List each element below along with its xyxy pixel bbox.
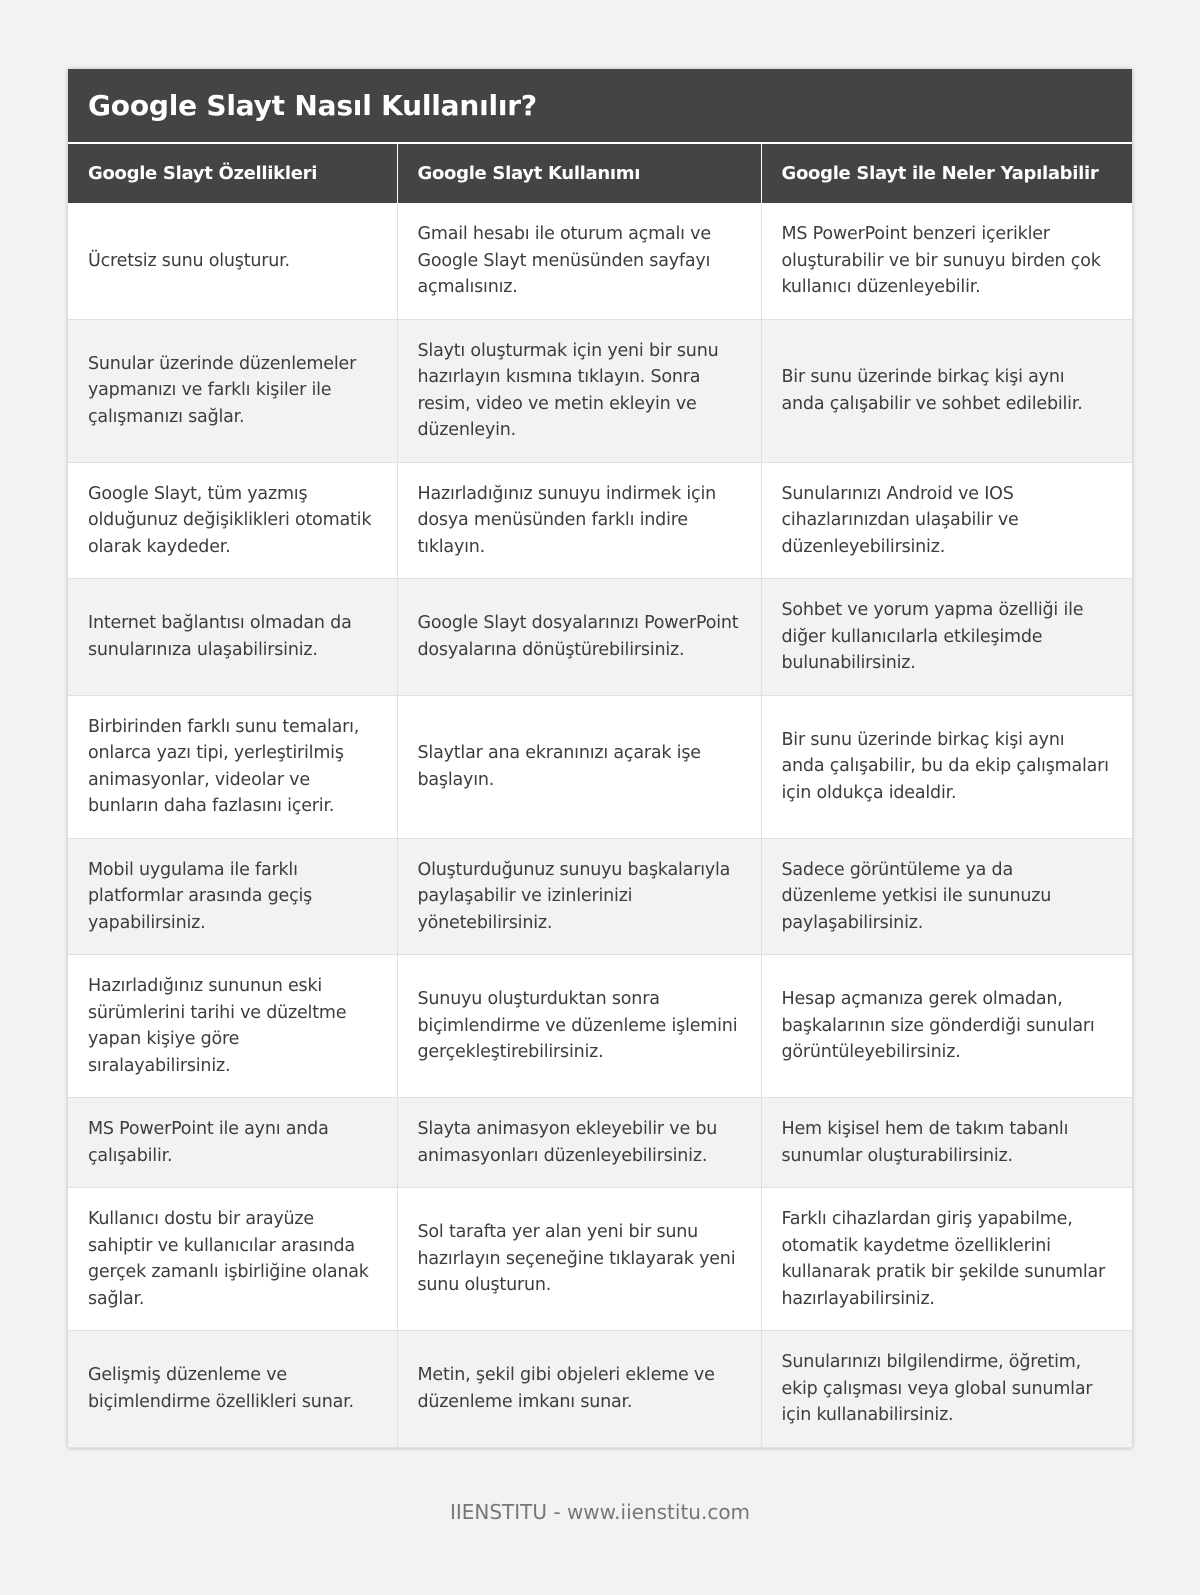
table-cell: Sohbet ve yorum yapma özelliği ile diğer kullanıcılarla etkileşimde bulunabilirsiniz. [761, 579, 1132, 696]
page-title: Google Slayt Nasıl Kullanılır? [88, 89, 537, 122]
table-cell: Hazırladığınız sununun eski sürümlerini tarihi ve düzeltme yapan kişiye göre sıralayabilirsiniz. [68, 955, 397, 1098]
comparison-table [68, 144, 1132, 1448]
table-cell: Google Slayt, tüm yazmış olduğunuz değişiklikleri otomatik olarak kaydeder. [68, 462, 397, 579]
table-row [68, 838, 1132, 955]
table-cell: Kullanıcı dostu bir arayüze sahiptir ve kullanıcılar arasında gerçek zamanlı işbirliğine olanak sağlar. [68, 1188, 397, 1331]
table-row [68, 695, 1132, 838]
table-row [68, 319, 1132, 462]
table-cell: Farklı cihazlardan giriş yapabilme, otomatik kaydetme özelliklerini kullanarak pratik bir şekilde sunumlar hazırlayabilirsiniz. [761, 1188, 1132, 1331]
table-cell: Metin, şekil gibi objeleri ekleme ve düzenleme imkanı sunar. [397, 1331, 761, 1448]
table-row [68, 1188, 1132, 1331]
table-cell: Mobil uygulama ile farklı platformlar arasında geçiş yapabilirsiniz. [68, 838, 397, 955]
table-cell: Sunularınızı bilgilendirme, öğretim, ekip çalışması veya global sunumlar için kullanabilirsiniz. [761, 1331, 1132, 1448]
table-header-row [68, 144, 1132, 203]
table-cell: Sunuyu oluşturduktan sonra biçimlendirme ve düzenleme işlemini gerçekleştirebilirsiniz. [397, 955, 761, 1098]
column-header-capabilities: Google Slayt ile Neler Yapılabilir [761, 144, 1132, 203]
footer-credit: IIENSTITU - www.iienstitu.com [449, 1500, 751, 1524]
table-cell: Gmail hesabı ile oturum açmalı ve Google Slayt menüsünden sayfayı açmalısınız. [397, 203, 761, 319]
table-cell: Birbirinden farklı sunu temaları, onlarca yazı tipi, yerleştirilmiş animasyonlar, videolar ve bunların daha fazlasını içerir. [68, 695, 397, 838]
table-cell: Hesap açmanıza gerek olmadan, başkalarının size gönderdiği sunuları görüntüleyebilirsiniz. [761, 955, 1132, 1098]
table-cell: Slaytı oluşturmak için yeni bir sunu hazırlayın kısmına tıklayın. Sonra resim, video ve metin ekleyin ve düzenleyin. [397, 319, 761, 462]
info-table-card [68, 69, 1132, 1448]
table-row [68, 1331, 1132, 1448]
title-bar [68, 69, 1132, 144]
table-cell: Oluşturduğunuz sunuyu başkalarıyla paylaşabilir ve izinlerinizi yönetebilirsiniz. [397, 838, 761, 955]
table-cell: Slayta animasyon ekleyebilir ve bu animasyonları düzenleyebilirsiniz. [397, 1098, 761, 1188]
table-cell: Bir sunu üzerinde birkaç kişi aynı anda çalışabilir ve sohbet edilebilir. [761, 319, 1132, 462]
table-cell: Sunular üzerinde düzenlemeler yapmanızı ve farklı kişiler ile çalışmanızı sağlar. [68, 319, 397, 462]
table-cell: MS PowerPoint benzeri içerikler oluşturabilir ve bir sunuyu birden çok kullanıcı düzenleyebilir. [761, 203, 1132, 319]
table-cell: Slaytlar ana ekranınızı açarak işe başlayın. [397, 695, 761, 838]
table-row [68, 1098, 1132, 1188]
table-cell: Sol tarafta yer alan yeni bir sunu hazırlayın seçeneğine tıklayarak yeni sunu oluşturun. [397, 1188, 761, 1331]
table-cell: Gelişmiş düzenleme ve biçimlendirme özellikleri sunar. [68, 1331, 397, 1448]
table-cell: Sunularınızı Android ve IOS cihazlarınızdan ulaşabilir ve düzenleyebilirsiniz. [761, 462, 1132, 579]
table-cell: Hazırladığınız sunuyu indirmek için dosya menüsünden farklı indire tıklayın. [397, 462, 761, 579]
table-cell: Hem kişisel hem de takım tabanlı sunumlar oluşturabilirsiniz. [761, 1098, 1132, 1188]
table-cell: Sadece görüntüleme ya da düzenleme yetkisi ile sununuzu paylaşabilirsiniz. [761, 838, 1132, 955]
column-header-usage: Google Slayt Kullanımı [397, 144, 761, 203]
table-cell: Bir sunu üzerinde birkaç kişi aynı anda çalışabilir, bu da ekip çalışmaları için oldukça idealdir. [761, 695, 1132, 838]
table-row [68, 203, 1132, 319]
table-row [68, 955, 1132, 1098]
table-cell: Google Slayt dosyalarınızı PowerPoint dosyalarına dönüştürebilirsiniz. [397, 579, 761, 696]
table-row [68, 462, 1132, 579]
table-cell: Ücretsiz sunu oluşturur. [68, 203, 397, 319]
column-header-features: Google Slayt Özellikleri [68, 144, 397, 203]
table-cell: MS PowerPoint ile aynı anda çalışabilir. [68, 1098, 397, 1188]
table-cell: Internet bağlantısı olmadan da sunularınıza ulaşabilirsiniz. [68, 579, 397, 696]
table-row [68, 579, 1132, 696]
